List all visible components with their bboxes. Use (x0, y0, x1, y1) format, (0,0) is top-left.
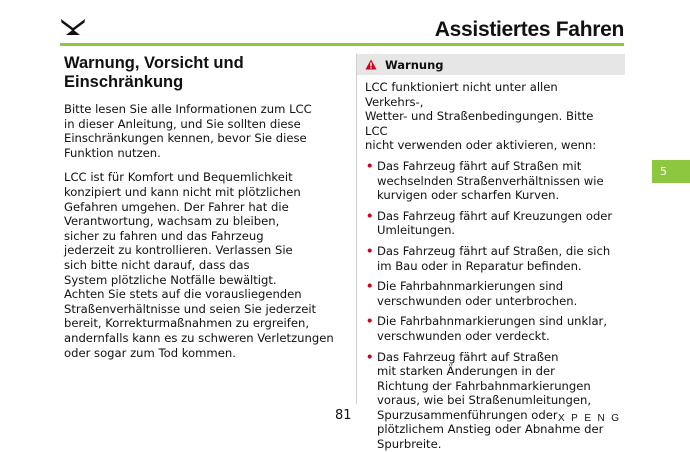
lcc-description-paragraph: LCC ist für Komfort und Bequemlichkeit konzipiert und kann nicht mit plötzlichen Gefahren umgehen. Der Fahrer hat die Verantwortung, wachsam zu bleiben, sicher zu fahren und das Fahrzeug jederzeit zu kontrollieren. Verlassen Sie sich bitte nicht darauf, dass das System plötzliche Notfälle bewältigt. Achten Sie stets auf die vorausliegenden Straßenverhältnisse und seien Sie jederzeit bereit, Korrekturmaßnahmen zu ergreifen, andernfalls kann es zu schweren Verletzungen oder sogar zum Tod kommen. (64, 170, 334, 360)
page-number: 81 (335, 408, 352, 423)
page-title: Assistiertes Fahren (434, 18, 624, 41)
list-item (365, 350, 617, 452)
xpeng-logo-icon (60, 18, 86, 36)
warning-label: Warnung (385, 57, 444, 72)
bullet-icon: • (366, 349, 374, 364)
chapter-tab: 5 (652, 160, 690, 183)
list-item (365, 159, 617, 203)
list-item-text: Die Fahrbahnmarkierungen sind unklar, verschwunden oder verdeckt. (377, 314, 608, 343)
bullet-icon: • (366, 279, 374, 294)
content-column (64, 54, 339, 370)
list-item (365, 244, 617, 273)
bullet-icon: • (366, 314, 374, 329)
warning-body (357, 75, 625, 452)
bullet-icon: • (366, 208, 374, 223)
warning-intro: LCC funktioniert nicht unter allen Verkehrs-, Wetter- und Straßenbedingungen. Bitte LCC nicht verwenden oder aktivieren, wenn: (365, 80, 597, 153)
intro-paragraph: Bitte lesen Sie alle Informationen zum LCC in dieser Anleitung, und Sie sollten diese Einschränkungen kennen, bevor Sie diese Funktion nutzen. (64, 102, 312, 160)
list-item (365, 314, 617, 343)
bullet-icon: • (366, 158, 374, 173)
brand-wordmark: XPENG (558, 413, 626, 424)
section-heading: Warnung, Vorsicht und Einschränkung (64, 54, 244, 91)
list-item-text: Das Fahrzeug fährt auf Straßen mit starken Änderungen in der Richtung der Fahrbahnmarkierungen voraus, wie bei Straßenumleitungen, Spurzusammenführungen oder plötzlichem Anstieg oder Abnahme der Spurbreite. (377, 349, 604, 452)
warning-triangle-icon (365, 59, 377, 70)
bullet-icon: • (366, 243, 374, 258)
list-item (365, 279, 617, 308)
warning-list (365, 159, 617, 452)
warning-header (357, 54, 625, 75)
list-item-text: Die Fahrbahnmarkierungen sind verschwunden oder unterbrochen. (377, 279, 578, 308)
list-item (365, 209, 617, 238)
list-item-text: Das Fahrzeug fährt auf Kreuzungen oder Umleitungen. (377, 208, 613, 238)
list-item-text: Das Fahrzeug fährt auf Straßen, die sich im Bau oder in Reparatur befinden. (377, 243, 611, 273)
header-divider (60, 43, 624, 46)
list-item-text: Das Fahrzeug fährt auf Straßen mit wechselnden Straßenverhältnissen wie kurvigen oder scharfen Kurven. (377, 158, 604, 203)
